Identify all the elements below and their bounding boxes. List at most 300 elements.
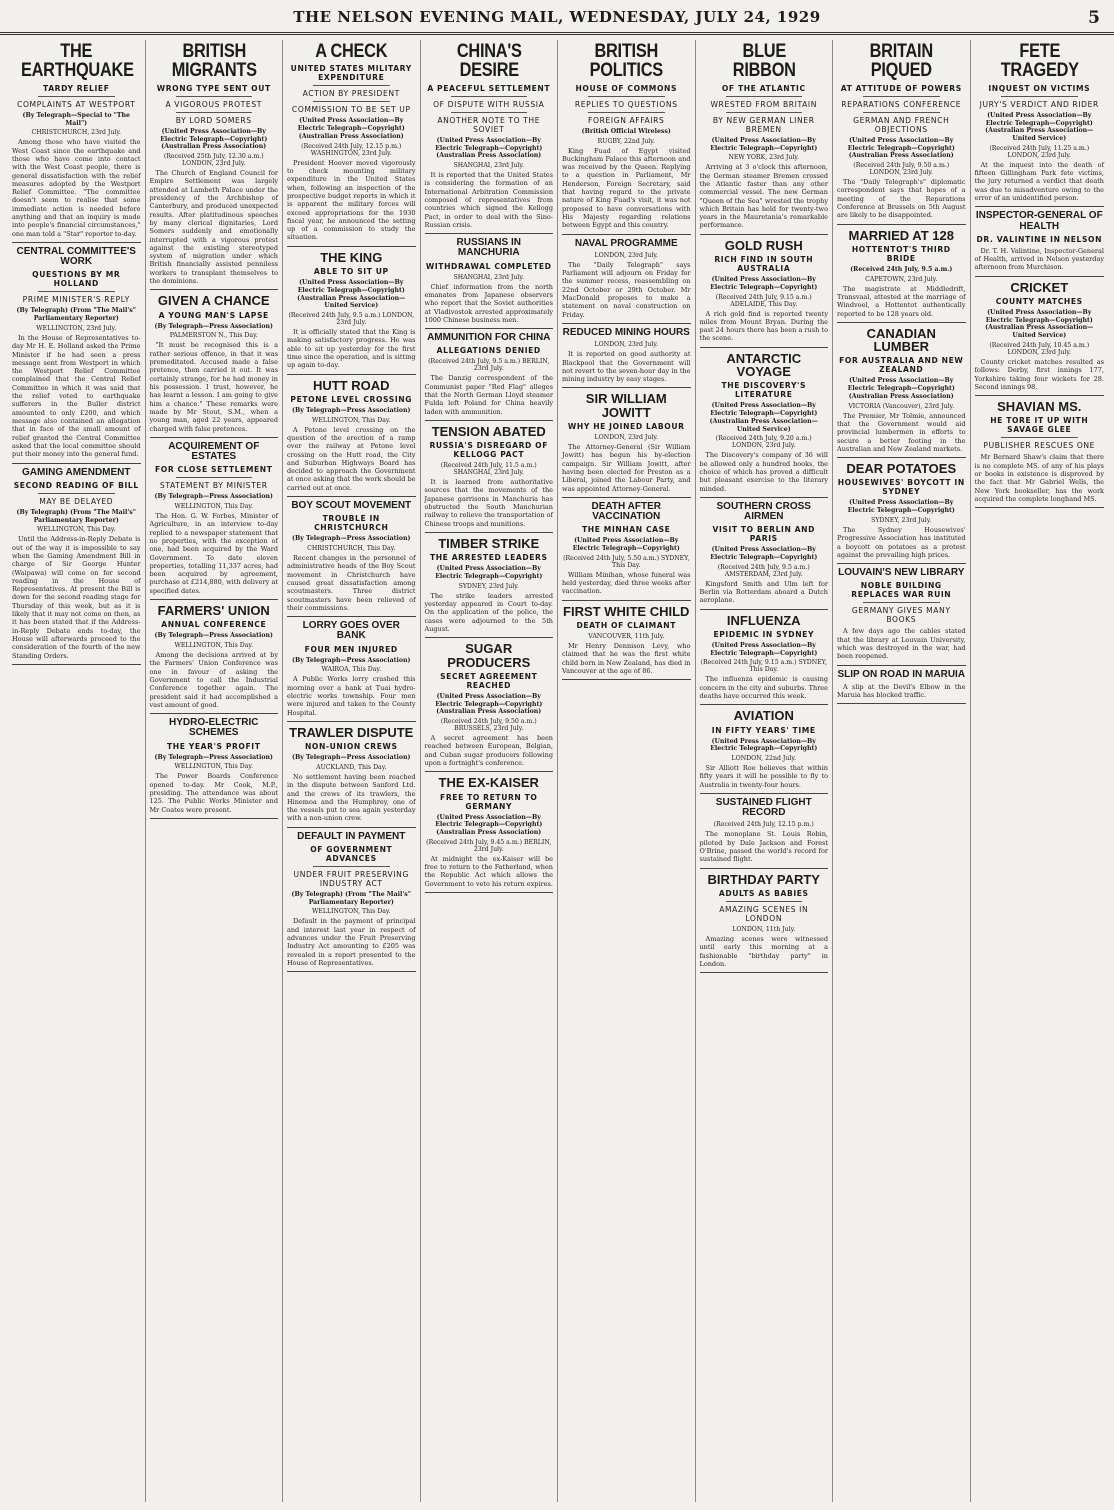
article-separator bbox=[287, 616, 416, 617]
article-deck: THE YEAR'S PROFIT bbox=[167, 741, 261, 751]
article bbox=[425, 642, 554, 772]
article bbox=[150, 42, 279, 290]
masthead bbox=[0, 6, 1114, 35]
article-separator bbox=[12, 664, 141, 665]
article-body: It is learned from authoritative sources that the movements of the Japanese garrisons in Manchuria has obstructed the South Manchurian railway to relieve the transportation of Chinese troops and munitions. bbox=[424, 478, 553, 528]
wire-credit: (By Telegraph) (From "The Mail's" Parliamentary Reporter) bbox=[16, 307, 136, 323]
dateline: (Received 24th July, 9.5 a.m.) BERLIN, 23rd July. bbox=[428, 358, 550, 373]
article-headline: MARRIED AT 128 bbox=[848, 227, 954, 243]
article-headline: BOY SCOUT MOVEMENT bbox=[291, 500, 412, 512]
article-separator bbox=[837, 457, 966, 458]
dateline: LONDON, 23rd July. bbox=[594, 341, 658, 349]
article-deck: SECOND READING OF BILL bbox=[13, 480, 139, 490]
article-deck: TARDY RELIEF bbox=[43, 83, 110, 93]
article-deck: MAY BE DELAYED bbox=[39, 496, 114, 506]
dateline: WELLINGTON, This Day. bbox=[174, 502, 254, 510]
article-deck: FOR CLOSE SETTLEMENT bbox=[154, 465, 273, 475]
article-body: In the House of Representatives to-day Mr H. E. Holland asked the Prime Minister if he had seen a press message sent from Westport in which the Westport Relief Committee complained that the Central Relief Committee in which it was said that the relief voted to earthquake sufferers in the Buller district amounted to only £200, and which message also contained an allegation that in face of the small amount of relief granted the Central Committee asked that the local committee should put their money into the general fund. bbox=[12, 333, 141, 459]
article-body: At midnight the ex-Kaiser will be free to return to the Fatherland, when the Republic Act which allows the Government to veto his return expires. bbox=[424, 854, 553, 888]
article-separator bbox=[150, 599, 279, 600]
article-deck: RICH FIND IN SOUTH AUSTRALIA bbox=[714, 255, 814, 273]
dateline: (Received 24th July, 9.15 a.m.) SYDNEY, This Day. bbox=[700, 659, 827, 674]
article bbox=[975, 211, 1105, 276]
wire-credit: (United Press Association—By Electric Telegraph—Copyright) (Australian Press Association) bbox=[435, 692, 543, 716]
deck-divider bbox=[176, 96, 253, 97]
dateline: (Received 24th July, 11.5 a.m.) SHANGHAI, 23rd July. bbox=[440, 462, 537, 477]
article-headline: LOUVAIN'S NEW LIBRARY bbox=[838, 567, 965, 579]
article-headline: DEAR POTATOES bbox=[846, 461, 957, 477]
article-body: Dr. T. H. Valintine, Inspector-General of Health, arrived in Nelson yesterday afternoon from Murchison. bbox=[974, 246, 1104, 272]
article-headline: BRITISH POLITICS bbox=[589, 41, 663, 82]
article-deck: SECRET AGREEMENT REACHED bbox=[440, 671, 538, 690]
article-body: The Sydney Housewives' Progressive Association has instituted a boycott on potatoes as a protest against the prevailing high prices. bbox=[837, 525, 966, 559]
article-separator bbox=[700, 793, 829, 794]
deck-divider bbox=[726, 96, 803, 97]
article-headline: BRITISH MIGRANTS bbox=[171, 41, 257, 82]
article-headline: DEFAULT IN PAYMENT bbox=[297, 830, 406, 842]
dateline: (Received 24th July, 12.15 p.m.) WASHINGTON, 23rd July. bbox=[301, 142, 402, 157]
article-headline: FETE TRAGEDY bbox=[1000, 41, 1079, 82]
article-deck: GERMANY GIVES MANY BOOKS bbox=[851, 606, 951, 625]
article-deck: ANOTHER NOTE TO THE SOVIET bbox=[437, 115, 541, 134]
article-headline: SOUTHERN CROSS AIRMEN bbox=[716, 500, 811, 522]
dateline: CHRISTCHURCH, 23rd July. bbox=[31, 129, 121, 137]
article-separator bbox=[562, 323, 691, 324]
article-deck: HOUSE OF COMMONS bbox=[575, 83, 678, 93]
article-deck: PETONE LEVEL CROSSING bbox=[290, 394, 413, 404]
article-separator bbox=[975, 507, 1105, 508]
article bbox=[12, 468, 141, 665]
article bbox=[562, 502, 691, 601]
article bbox=[287, 501, 416, 617]
dateline: WELLINGTON, This Day. bbox=[174, 763, 254, 771]
article bbox=[425, 42, 554, 234]
article-headline: THE EARTHQUAKE bbox=[20, 41, 134, 82]
article-deck: GERMAN AND FRENCH OBJECTIONS bbox=[853, 115, 950, 134]
deck-divider bbox=[863, 96, 940, 97]
article bbox=[287, 42, 416, 247]
deck-divider bbox=[38, 493, 115, 494]
article bbox=[975, 42, 1105, 207]
wire-credit: (By Telegraph) (From "The Mail's" Parliamentary Reporter) bbox=[16, 508, 136, 524]
wire-credit: (United Press Association—By Electric Telegraph—Copyright) bbox=[572, 537, 680, 552]
article-deck: A PEACEFUL SETTLEMENT bbox=[427, 83, 551, 93]
article bbox=[425, 425, 554, 533]
article-deck: AMAZING SCENES IN LONDON bbox=[719, 904, 809, 923]
article-separator bbox=[425, 233, 554, 234]
article-headline: HYDRO-ELECTRIC SCHEMES bbox=[169, 717, 259, 739]
wire-credit: (By Telegraph—Special to "The Mail") bbox=[22, 111, 130, 127]
article-deck: COMPLAINTS AT WESTPORT bbox=[17, 99, 136, 109]
dateline: SHANGHAI, 23rd July. bbox=[453, 273, 525, 281]
article-separator bbox=[700, 347, 829, 348]
article-headline: LORRY GOES OVER BANK bbox=[302, 620, 400, 642]
article-body: President Hoover moved vigorously to check mounting military expenditure in the United States when, following an inspection of the prospective budget reports in which it is apparent the military forces will exceed appropriations for the 1930 fiscal year, he announced the setting up of a commission to study the situation. bbox=[287, 158, 416, 242]
article-deck: COMMISSION TO BE SET UP bbox=[291, 105, 411, 115]
article-separator bbox=[287, 827, 416, 828]
dateline: (Received 24th July, 12.15 p.m.) bbox=[713, 821, 814, 829]
article-body: A few days ago the cables stated that the library at Louvain University, which was destroyed in the war, had been reopened. bbox=[837, 627, 966, 661]
article-body: At the inquest into the death of fifteen Gillingham Park fete victims, the jury returned a verdict that death was due to misadventure owing to the error of an unidentified person. bbox=[974, 160, 1104, 202]
wire-credit: (United Press Association—By Electric Telegraph—Copyright) (Australian Press Association) bbox=[847, 136, 955, 160]
article-deck: ABLE TO SIT UP bbox=[313, 267, 389, 276]
article-deck: BY NEW GERMAN LINER BREMEN bbox=[712, 115, 815, 134]
article-separator bbox=[837, 322, 966, 323]
article-body: A slip at the Devil's Elbow in the Maruia has blocked traffic. bbox=[837, 682, 966, 700]
article-body: Mr Bernard Shaw's claim that there is no complete MS. of any of his plays or books in existence is disproved by the fact that Mr Gabriel Wells, the New York bookseller, has the work acquired the complete longhand MS. bbox=[974, 453, 1104, 503]
masthead-title: THE NELSON EVENING MAIL, WEDNESDAY, JULY 24, 1929 bbox=[293, 8, 821, 26]
article-deck: WRESTED FROM BRITAIN bbox=[710, 99, 818, 109]
article-separator bbox=[287, 246, 416, 247]
wire-credit: (United Press Association—By Electric Telegraph—Copyright) (Australian Press Association) bbox=[160, 127, 268, 151]
article-deck: A YOUNG MAN'S LAPSE bbox=[158, 310, 269, 320]
article-headline: SLIP ON ROAD IN MARUIA bbox=[837, 668, 966, 680]
deck-divider bbox=[313, 85, 390, 86]
article-deck: ALLEGATIONS DENIED bbox=[436, 346, 541, 356]
dateline: (Received 25th July, 12.30 a.m.) LONDON, 23rd July. bbox=[163, 153, 264, 167]
dateline: WELLINGTON, This Day. bbox=[36, 526, 116, 534]
article-separator bbox=[700, 609, 829, 610]
dateline: WELLINGTON, 23rd July. bbox=[36, 324, 117, 332]
article-headline: BRITAIN PIQUED bbox=[869, 41, 933, 82]
article-body: The Premier, Mr Tolmie, announced that the Government would aid provincial lumbermen in efforts to secure a better footing in the Australian and New Zealand markets. bbox=[837, 411, 966, 453]
article-headline: RUSSIANS IN MANCHURIA bbox=[456, 237, 521, 259]
article-deck: EPIDEMIC IN SYDNEY bbox=[713, 629, 815, 639]
article-deck: FOR AUSTRALIA AND NEW ZEALAND bbox=[839, 356, 964, 375]
article-body: Until the Address-in-Reply Debate is out of the way it is impossible to say when the Gaming Amendment Bill in charge of Sir George Hunter (Waipawa) will come on for second reading in the House of Representatives. At present the Bill is down for the second reading stage for Thursday of this week, but as it is likely that it may not come on then, as it has been stated that if the Address-in-Reply Debate ends to-day, the House will afterwards proceed to the consideration of the fourth of the new Standing Orders. bbox=[12, 535, 141, 660]
article-headline: HUTT ROAD bbox=[312, 377, 390, 393]
article-headline: AMMUNITION FOR CHINA bbox=[427, 332, 551, 344]
article-deck: REPLIES TO QUESTIONS bbox=[574, 99, 678, 109]
article-body: "It must be recognised this is a rather serious offence, in that it was premeditated. Accused made a false pretence, then carried it out. It was certainly strange, for he had money in his possession. I trust, however, he has learnt a lesson. I am going to give him a chance." These remarks were made by Mr Stout, S.M., when a young man, aged 22 years, appeared charged with false pretences. bbox=[149, 341, 278, 433]
article-body: A Petone level crossing on the question of the erection of a ramp over the railway at Petone level crossing on the Hutt road, the City and Suburban Highways Board has decided to approach the Government at once asking that the work should be carried out at once. bbox=[287, 425, 416, 492]
article-deck: FOREIGN AFFAIRS bbox=[588, 115, 665, 125]
dateline: PALMERSTON N., This Day. bbox=[169, 332, 258, 340]
article bbox=[837, 568, 966, 665]
article bbox=[975, 281, 1105, 397]
article-body: The Danzig correspondent of the Communist paper "Red Flag" alleges that the North German Lloyd steamer Fulda left Poland for China heavily laden with ammunition. bbox=[424, 374, 553, 416]
article-body: It is reported that the United States is considering the formation of an International Arbitration Commission composed of representatives from countries which signed the Kellogg Pact, in order to deal with the Sino-Russian crisis. bbox=[424, 171, 553, 229]
article bbox=[150, 718, 279, 819]
article-headline: DEATH AFTER VACCINATION bbox=[591, 500, 661, 522]
article bbox=[700, 502, 829, 610]
article-separator bbox=[562, 387, 691, 388]
article-separator bbox=[150, 289, 279, 290]
article bbox=[425, 537, 554, 638]
dateline: WAIROA, This Day. bbox=[321, 666, 382, 674]
dateline: WELLINGTON, This Day. bbox=[311, 416, 391, 424]
wire-credit: (United Press Association—By Electric Telegraph—Copyright) (Australian Press Association—United Service) bbox=[297, 279, 406, 310]
article-body: It is officially stated that the King is making satisfactory progress. He was able to sit up yesterday for the first time since the operation, and is sitting up again to-day. bbox=[287, 328, 416, 370]
dateline: (Received 24th July, 9.5 a.m.) LONDON, 23rd July. bbox=[288, 312, 415, 326]
article-deck: WRONG TYPE SENT OUT bbox=[156, 83, 271, 93]
article bbox=[562, 42, 691, 235]
wire-credit: (British Official Wireless) bbox=[581, 127, 671, 135]
deck-divider bbox=[451, 112, 528, 113]
article bbox=[12, 247, 141, 464]
article-separator bbox=[975, 395, 1105, 396]
dateline: (Received 24th July, 5.50 a.m.) SYDNEY, This Day. bbox=[563, 554, 690, 569]
article-headline: AVIATION bbox=[733, 708, 794, 724]
article-headline: INFLUENZA bbox=[726, 612, 801, 628]
article-separator bbox=[700, 234, 829, 235]
article bbox=[287, 251, 416, 375]
article-separator bbox=[287, 971, 416, 972]
dateline: SHANGHAI, 23rd July. bbox=[453, 162, 525, 169]
article-body: The Discovery's company of 36 will be allowed only a hundred books, the choice of which has proved a difficult but pleasant exercise to the literary minded. bbox=[699, 451, 828, 493]
article bbox=[837, 670, 966, 705]
wire-credit: (United Press Association—By Electric Telegraph—Copyright) bbox=[710, 276, 818, 291]
article bbox=[700, 709, 829, 794]
article bbox=[562, 328, 691, 388]
article-deck: WITHDRAWAL COMPLETED bbox=[425, 261, 552, 271]
dateline: CAPETOWN, 23rd July. bbox=[865, 275, 938, 283]
article-headline: GOLD RUSH bbox=[724, 237, 803, 253]
wire-credit: (By Telegraph—Press Association) bbox=[154, 753, 273, 761]
dateline: (Received 24th July, 11.25 a.m.) LONDON, 23rd July. bbox=[989, 144, 1090, 159]
wire-credit: (By Telegraph—Press Association) bbox=[154, 322, 273, 330]
article-deck: AT ATTITUDE OF POWERS bbox=[840, 83, 962, 93]
page-number: 5 bbox=[1088, 8, 1100, 28]
deck-divider bbox=[38, 96, 115, 97]
article-body: The "Daily Telegraph's" diplomatic correspondent says that hopes of a meeting of the Reparations Conference at Brussels on 5th August are likely to be disappointed. bbox=[837, 178, 966, 220]
article bbox=[837, 327, 966, 458]
article bbox=[700, 873, 829, 974]
article-deck: THE MINHAN CASE bbox=[582, 525, 671, 535]
article bbox=[12, 42, 141, 243]
article-deck: VISIT TO BERLIN AND PARIS bbox=[712, 525, 816, 544]
article-separator bbox=[425, 892, 554, 893]
article bbox=[700, 239, 829, 348]
article-separator bbox=[837, 224, 966, 225]
article-deck: FOUR MEN INJURED bbox=[304, 644, 398, 654]
deck-divider bbox=[451, 96, 528, 97]
column-4 bbox=[421, 40, 559, 1502]
article-separator bbox=[425, 532, 554, 533]
wire-credit: (United Press Association—By Electric Telegraph—Copyright) (Australian Press Association—United Service) bbox=[985, 308, 1094, 340]
article-body: Chief information from the north emanates from Japanese observers who report that the Soviet authorities at Vladivostok arrested approximately 1000 Chinese business men. bbox=[424, 282, 553, 324]
deck-divider bbox=[1001, 96, 1079, 97]
article-headline: CANADIAN LUMBER bbox=[866, 325, 936, 355]
article-separator bbox=[287, 496, 416, 497]
article-headline: ACQUIREMENT OF ESTATES bbox=[168, 440, 260, 462]
article bbox=[562, 239, 691, 324]
dateline: LONDON, 23rd July. bbox=[594, 433, 658, 441]
dateline: (Received 24th July, 9.50 a.m.) LONDON, 23rd July. bbox=[853, 162, 950, 176]
article-separator bbox=[12, 463, 141, 464]
article bbox=[562, 392, 691, 497]
article-deck: IN FIFTY YEARS' TIME bbox=[711, 725, 816, 735]
article bbox=[700, 798, 829, 869]
article-headline: SIR WILLIAM JOWITT bbox=[585, 391, 667, 420]
deck-divider bbox=[726, 901, 803, 902]
dateline: LONDON, 11th July. bbox=[732, 925, 796, 933]
column-3 bbox=[283, 40, 421, 1502]
column-7 bbox=[833, 40, 971, 1502]
article-body: A Public Works lorry crashed this morning over a bank at Tuai hydro-electric works township. Four men were injured and taken to the County Hospital. bbox=[287, 675, 416, 717]
wire-credit: (United Press Association—By Electric Telegraph—Copyright) (Australian Press Association) bbox=[297, 117, 405, 140]
article-separator bbox=[425, 420, 554, 421]
wire-credit: (United Press Association—By Electric Telegraph—Copyright) bbox=[710, 546, 818, 561]
article-separator bbox=[12, 242, 141, 243]
wire-credit: (United Press Association—By Electric Telegraph—Copyright) (Australian Press Association) bbox=[847, 377, 955, 400]
article-headline: TENSION ABATED bbox=[431, 423, 546, 439]
article bbox=[837, 462, 966, 564]
article-body: Arriving at 3 o'clock this afternoon, the German steamer Bremen crossed the Atlantic faster than any other commercial vessel. The new German "Queen of the Sea" wrested the trophy which Britain has held for twenty-two years in the Mauretania's remarkable performance. bbox=[699, 163, 828, 230]
article-headline: A CHECK bbox=[315, 41, 388, 62]
deck-divider bbox=[726, 112, 803, 113]
article-deck: A VIGOROUS PROTEST bbox=[165, 99, 262, 109]
article bbox=[837, 42, 966, 225]
dateline: (Received 24th July, 10.45 a.m.) LONDON, 23rd July. bbox=[989, 341, 1090, 356]
wire-credit: (Received 24th July, 9.5 a.m.) bbox=[850, 265, 953, 273]
wire-credit: (United Press Association—By Electric Telegraph—Copyright) (Australian Press Association—United Service) bbox=[709, 402, 818, 433]
article-deck: JURY'S VERDICT AND RIDER bbox=[979, 99, 1099, 109]
article-deck: HOUSEWIVES' BOYCOTT IN SYDNEY bbox=[837, 478, 965, 497]
article-headline: GIVEN A CHANCE bbox=[157, 293, 270, 309]
article bbox=[150, 294, 279, 437]
wire-credit: (By Telegraph—Press Association) bbox=[292, 754, 411, 762]
article-deck: OF THE ATLANTIC bbox=[721, 83, 806, 93]
deck-divider bbox=[863, 602, 940, 603]
article-deck: THE DISCOVERY'S LITERATURE bbox=[721, 381, 807, 400]
wire-credit: (By Telegraph—Press Association) bbox=[292, 406, 411, 414]
article-separator bbox=[150, 713, 279, 714]
article-deck: RUSSIA'S DISREGARD OF KELLOGG PACT bbox=[429, 441, 549, 460]
dateline: LONDON, 22nd July. bbox=[731, 755, 796, 763]
article-body: Amazing scenes were witnessed until early this morning at a fashionable "birthday party" in London. bbox=[699, 934, 828, 968]
dateline: LONDON, 23rd July. bbox=[594, 251, 658, 259]
article-body: The strike leaders arrested yesterday appeared in Court to-day. On the application of the police, the cases were adjourned to the 5th August. bbox=[424, 591, 553, 633]
column-2 bbox=[146, 40, 284, 1502]
article-body: The influenza epidemic is causing concern in the city and suburbs. Three deaths have occurred this week. bbox=[699, 675, 828, 700]
article bbox=[287, 726, 416, 828]
article-deck: ADULTS AS BABIES bbox=[718, 888, 809, 898]
wire-credit: (United Press Association—By Electric Telegraph—Copyright) bbox=[710, 136, 818, 152]
article-deck: ANNUAL CONFERENCE bbox=[161, 620, 267, 630]
article-separator bbox=[425, 328, 554, 329]
article-deck: UNDER FRUIT PRESERVING INDUSTRY ACT bbox=[293, 869, 409, 888]
article-separator bbox=[150, 437, 279, 438]
dateline: AUCKLAND, This Day. bbox=[316, 763, 387, 771]
article-headline: NAVAL PROGRAMME bbox=[574, 237, 678, 249]
article-headline: BLUE RIBBON bbox=[732, 41, 796, 82]
deck-divider bbox=[176, 477, 253, 478]
article-body: The monoplane St. Louis Robin, piloted by Dale Jackson and Forest O'Brine, passed the world's record for sustained flight. bbox=[699, 830, 828, 864]
article-headline: FARMERS' UNION bbox=[157, 603, 270, 619]
wire-credit: (By Telegraph—Press Association) bbox=[154, 493, 273, 501]
dateline: WELLINGTON, This Day. bbox=[174, 642, 254, 650]
article-deck: DEATH OF CLAIMANT bbox=[576, 620, 677, 630]
article-separator bbox=[700, 497, 829, 498]
article-deck: HOTTENTOT'S THIRD BRIDE bbox=[851, 244, 951, 263]
article-body: The magistrate at Middledrift, Transvaal, attested at the marriage of Windvoel, a Hottentot authentically reported to be 128 years old. bbox=[837, 284, 966, 318]
article-deck: OF GOVERNMENT ADVANCES bbox=[310, 844, 393, 863]
dateline: RUGBY, 22nd July. bbox=[597, 137, 655, 145]
article bbox=[837, 229, 966, 323]
article-body: Recent changes in the personnel of administrative heads of the Boy Scout movement in Christchurch have caused great dissatisfaction among scoutmasters. Three district scoutmasters have been relieved of their commissions. bbox=[287, 554, 416, 612]
article bbox=[425, 776, 554, 893]
article-headline: BIRTHDAY PARTY bbox=[707, 871, 820, 887]
article-body: The Attorney-General (Sir William Jowitt) has begun his by-election campaign. Sir William Jowitt, after having been elected for Preston as a Liberal, joined the Labour Party, and was appointed Attorney-General. bbox=[562, 442, 691, 493]
column-6 bbox=[696, 40, 834, 1502]
article bbox=[975, 400, 1105, 508]
dateline: (Received 24th July, 9.20 a.m.) LONDON, 23rd July. bbox=[715, 435, 812, 450]
article-body: Default in the payment of principal and interest last year in respect of advances under the Fruit Preserving Industry Act amounting to £205 was revealed in a report presented to the House of Representatives. bbox=[287, 917, 416, 967]
article bbox=[150, 442, 279, 600]
article-separator bbox=[287, 374, 416, 375]
article-headline: SUSTAINED FLIGHT RECORD bbox=[715, 797, 812, 819]
wire-credit: (United Press Association—By Electric Telegraph—Copyright) (Australian Press Association—United Service) bbox=[985, 111, 1094, 142]
dateline: (Received 24th July, 9.5 a.m.) AMSTERDAM, 23rd July. bbox=[717, 563, 810, 578]
article bbox=[700, 42, 829, 235]
article-body: The Power Boards Conference opened to-day. Mr Cook, M.P., presiding. The attendance was about 125. The Public Works Minister and Mr Coates were present. bbox=[149, 772, 278, 814]
article-body: William Minihan, whose funeral was held yesterday, died three weeks after vaccination. bbox=[562, 570, 691, 596]
dateline: VICTORIA (Vancouver), 23rd July. bbox=[848, 402, 955, 410]
article bbox=[150, 604, 279, 714]
article bbox=[287, 621, 416, 722]
article-separator bbox=[562, 497, 691, 498]
article-headline: CHINA'S DESIRE bbox=[456, 41, 522, 82]
wire-credit: (United Press Association—By Electric Telegraph—Copyright) bbox=[710, 641, 818, 657]
article-separator bbox=[700, 972, 829, 973]
article-body: Kingsford Smith and Ulm left for Berlin via Rotterdam aboard a Dutch aeroplane. bbox=[699, 579, 828, 605]
article-headline: CENTRAL COMMITTEE'S WORK bbox=[16, 246, 136, 268]
article-body: The "Daily Telegraph" says Parliament will adjourn on Friday for the summer recess, reassembling on 22nd October or 29th October. Mr MacDonald proposes to make a statement on naval construction on Friday. bbox=[562, 260, 691, 319]
article bbox=[425, 333, 554, 421]
column-1 bbox=[8, 40, 146, 1502]
article-deck: INQUEST ON VICTIMS bbox=[988, 83, 1091, 93]
deck-divider bbox=[38, 291, 115, 292]
article-separator bbox=[837, 563, 966, 564]
article-deck: WHY HE JOINED LABOUR bbox=[567, 421, 685, 431]
article bbox=[287, 379, 416, 498]
article-separator bbox=[975, 276, 1105, 277]
wire-credit: (By Telegraph—Press Association) bbox=[154, 632, 273, 640]
article-deck: COUNTY MATCHES bbox=[995, 296, 1083, 306]
article-body: Among those who have visited the West Coast since the earthquake and those who have come into contact with the West Coast people, there is general dissatisfaction with the relief measures adopted by the Westport Relief Committee. "The committee doesn't seem to realise that some immediate action is needed before anything and that an inquiry is made into people's financial circumstances," one man told a "Star" reporter to-day. bbox=[12, 138, 141, 238]
article-deck: HE TORE IT UP WITH SAVAGE GLEE bbox=[990, 416, 1089, 435]
article-separator bbox=[425, 637, 554, 638]
dateline: (Received 24th July, 9.45 a.m.) BERLIN, 23rd July. bbox=[426, 838, 552, 853]
column-8 bbox=[971, 40, 1109, 1502]
article bbox=[287, 832, 416, 973]
article-body: Among the decisions arrived at by the Farmers' Union Conference was one in favour of asking the Government to call the Industrial Conference together again. The president said it had accomplished a vast amount of good. bbox=[149, 651, 278, 709]
dateline: SYDNEY, 23rd July. bbox=[458, 582, 519, 590]
article-deck: STATEMENT BY MINISTER bbox=[159, 481, 268, 491]
dateline: CHRISTCHURCH, This Day. bbox=[307, 545, 396, 552]
article-separator bbox=[287, 721, 416, 722]
deck-divider bbox=[1001, 437, 1079, 438]
dateline: NEW YORK, 23rd July. bbox=[728, 154, 799, 162]
article-deck: OF DISPUTE WITH RUSSIA bbox=[433, 99, 545, 109]
wire-credit: (United Press Association—By Electric Telegraph—Copyright) bbox=[435, 565, 543, 580]
article-separator bbox=[975, 206, 1105, 207]
article-deck: BY LORD SOMERS bbox=[175, 115, 252, 125]
article-body: No settlement having been reached in the dispute between Sanford Ltd. and the crews of its trawlers, the Hinemoa and the Humphrey, one of the vessels put to sea again yesterday with a non-union crew. bbox=[287, 772, 416, 823]
article-deck: QUESTIONS BY MR HOLLAND bbox=[32, 270, 121, 289]
dateline: SYDNEY, 23rd July. bbox=[871, 516, 932, 524]
dateline: WELLINGTON, This Day. bbox=[311, 908, 391, 916]
article-separator bbox=[425, 771, 554, 772]
article bbox=[425, 238, 554, 329]
article-headline: FIRST WHITE CHILD bbox=[563, 603, 690, 619]
article-headline: SUGAR PRODUCERS bbox=[447, 641, 531, 670]
deck-divider bbox=[588, 112, 665, 113]
article-headline: SHAVIAN MS. bbox=[997, 399, 1082, 415]
article-headline: REDUCED MINING HOURS bbox=[562, 327, 690, 338]
article-deck: DR. VALINTINE IN NELSON bbox=[976, 234, 1103, 244]
